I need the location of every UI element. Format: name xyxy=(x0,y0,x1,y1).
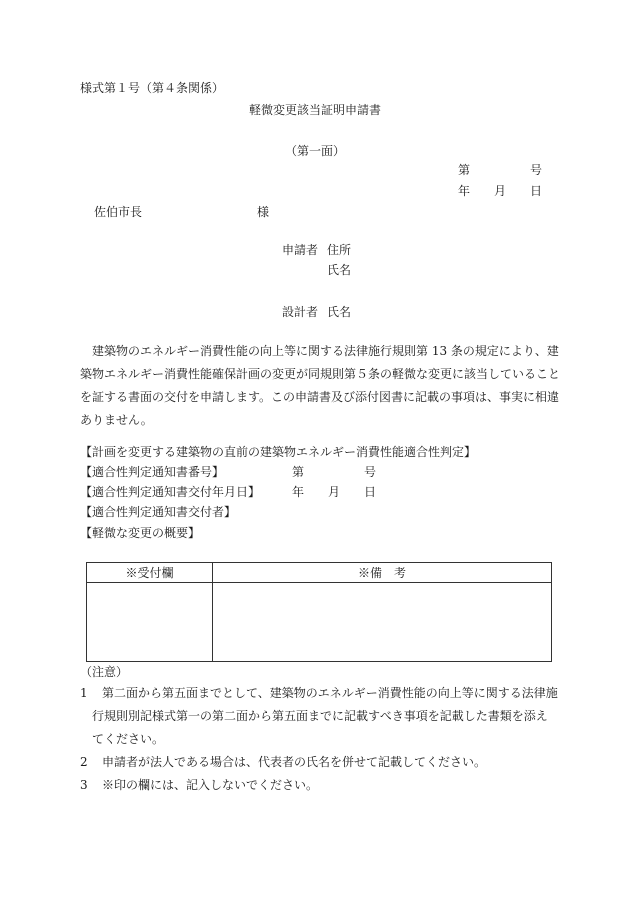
note-continuation: 行規則別記様式第一の第二面から第五面までに記載すべき事項を記載した書類を添え xyxy=(92,709,548,723)
notes-list xyxy=(80,687,560,802)
form-number: 様式第１号（第４条関係） xyxy=(80,81,225,95)
notice-number-label: 【適合性判定通知書番号】 xyxy=(80,465,225,479)
note-number: 3 xyxy=(80,778,88,792)
note-text: 申請者が法人である場合は、代表者の氏名を併せて記載してください。 xyxy=(102,755,487,769)
addressee-honorific: 様 xyxy=(257,205,270,219)
note-continuation: てください。 xyxy=(92,732,165,746)
applicant-address-label: 住所 xyxy=(327,243,352,257)
note-item xyxy=(80,687,560,710)
statement-line: ありません。 xyxy=(80,413,153,427)
notice-issuer-label: 【適合性判定通知書交付者】 xyxy=(80,505,237,519)
applicant-name-label: 氏名 xyxy=(327,263,352,277)
applicant-role: 申請者 xyxy=(282,243,319,257)
designer-name-label: 氏名 xyxy=(327,305,352,319)
document-title: 軽微変更該当証明申請書 xyxy=(248,103,381,117)
notice-number-go: 号 xyxy=(364,465,377,479)
reception-table xyxy=(86,562,552,662)
page-face-label: （第一面） xyxy=(284,144,345,158)
date-day: 日 xyxy=(530,184,543,198)
determination-heading: 【計画を変更する建築物の直前の建築物エネルギー消費性能適合性判定】 xyxy=(80,445,477,459)
change-summary-label: 【軽微な変更の概要】 xyxy=(80,526,201,540)
reception-column-header: ※受付欄 xyxy=(87,563,213,583)
statement-line: 建築物のエネルギー消費性能の向上等に関する法律施行規則第 13 条の規定により、建 xyxy=(92,344,559,358)
doc-number-dai: 第 xyxy=(458,163,471,177)
notes-heading: （注意） xyxy=(80,665,129,679)
note-text: ※印の欄には、記入しないでください。 xyxy=(102,778,319,792)
statement-line: を証する書面の交付を申請します。この申請書及び添付図書に記載の事項は、事実に相違 xyxy=(80,390,560,404)
notice-date-year: 年 xyxy=(292,485,305,499)
remarks-column-header: ※備 考 xyxy=(213,563,552,583)
notice-date-day: 日 xyxy=(364,485,377,499)
remarks-cell xyxy=(213,583,552,662)
notice-number-dai: 第 xyxy=(292,465,305,479)
notice-date-label: 【適合性判定通知書交付年月日】 xyxy=(80,485,261,499)
reception-cell xyxy=(87,583,213,662)
designer-role: 設計者 xyxy=(282,305,319,319)
note-item xyxy=(80,756,560,779)
date-year: 年 xyxy=(458,184,471,198)
statement-line: 築物エネルギー消費性能確保計画の変更が同規則第５条の軽微な変更に該当していること xyxy=(80,367,561,381)
note-item xyxy=(80,779,560,802)
application-statement xyxy=(80,344,561,437)
addressee-name: 佐伯市長 xyxy=(94,205,143,219)
notice-date-month: 月 xyxy=(328,485,341,499)
note-number: 1 xyxy=(80,686,88,700)
doc-number-go: 号 xyxy=(530,163,543,177)
note-text: 第二面から第五面までとして、建築物のエネルギー消費性能の向上等に関する法律施 xyxy=(102,686,558,700)
date-month: 月 xyxy=(494,184,507,198)
note-number: 2 xyxy=(80,755,88,769)
